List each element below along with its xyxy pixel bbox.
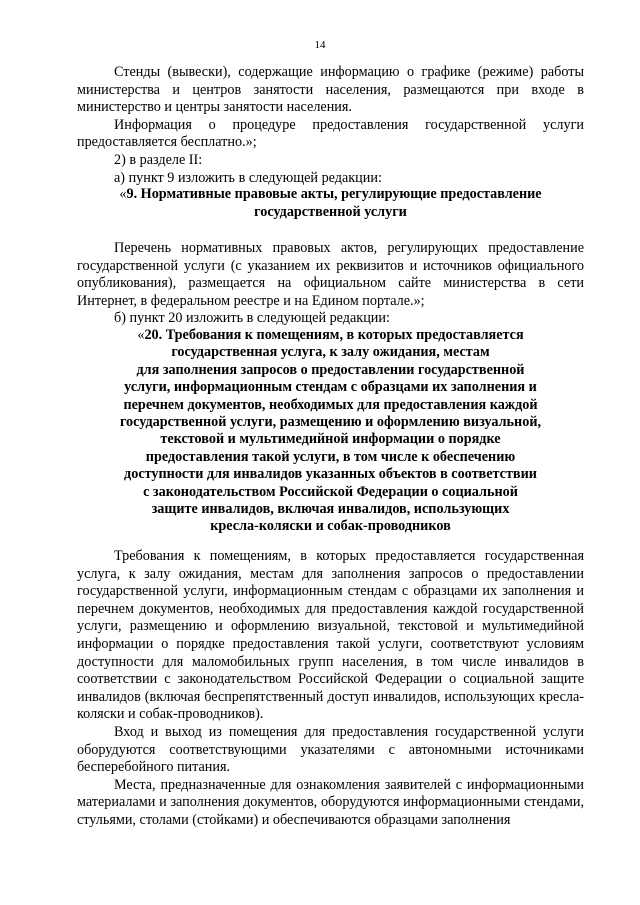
heading-20-line-2: государственная услуга, к залу ожидания, местам [171, 344, 490, 361]
paragraph-legal-acts: Перечень нормативных правовых актов, регулирующих предоставление государственной услуги (с указанием их реквизитов и источников официального опубликования), размещается на официальном сайте министерства в сети Интернет, в федеральном реестре и на Едином портале.»; [77, 240, 584, 309]
heading-20-line-5: перечнем документов, необходимых для предоставления каждой [123, 396, 538, 413]
paragraph-entrance-exit: Вход и выход из помещения для предоставления государственной услуги оборудуются соответствующими указателями с автономными источниками бесперебойного питания. [77, 723, 584, 776]
heading-9-line-1 [77, 186, 584, 204]
requirements-block [77, 548, 584, 830]
heading-20-line-11: защите инвалидов, включая инвалидов, использующих [151, 501, 510, 518]
heading-20-line-1 [77, 327, 584, 344]
heading-20-line-12: кресла-коляски и собак-проводников [210, 518, 451, 535]
heading-20-line-8: предоставления такой услуги, в том числе к обеспечению [145, 448, 516, 465]
heading-9-text-1: 9. Нормативные правовые акты, регулирующие предоставление [126, 186, 542, 202]
heading-20-line-3: для заполнения запросов о предоставлении государственной [136, 361, 525, 378]
heading-20-line-10: с законодательством Российской Федерации о социальной [143, 483, 518, 500]
heading-20-text-1: 20. Требования к помещениям, в которых предоставляется [144, 327, 524, 343]
page-number: 14 [314, 39, 326, 51]
paragraph-item-9: а) пункт 9 изложить в следующей редакции: [114, 169, 382, 186]
heading-20-line-4: услуги, информационным стендам с образцами их заполнения и [124, 379, 537, 396]
paragraph-info-places: Места, предназначенные для ознакомления заявителей с информационными материалами и заполнения документов, оборудуются информационными стендами, стульями, столами (стойками) и обеспечиваются образцами заполнения [77, 776, 584, 828]
paragraph-item-20: б) пункт 20 изложить в следующей редакции: [114, 310, 390, 327]
paragraph-info-free: Информация о процедуре предоставления государственной услуги предоставляется бесплатно.»; [77, 116, 584, 151]
heading-20-line-7: текстовой и мультимедийной информации о порядке [160, 431, 501, 448]
heading-20 [77, 327, 584, 536]
paragraph-stands: Стенды (вывески), содержащие информацию о графике (режиме) работы министерства и центров занятости населения, размещаются при входе в министерство и центры занятости населения. [77, 64, 584, 116]
heading-20-line-6: государственной услуги, размещению и оформлению визуальной, [119, 414, 542, 431]
paragraph-section-2: 2) в разделе II: [114, 151, 203, 168]
legal-acts-block [77, 240, 584, 328]
paragraph-premises-requirements: Требования к помещениям, в которых предоставляется государственная услуга, к залу ожидания, местам для заполнения запросов о предоставлении государственной услуги, информационным стендам с образцами их заполнения и перечнем документов, необходимых для предоставления каждой государственной услуги, размещению и оформлению визуальной, текстовой и мультимедийной информации о порядке предоставления такой услуги, соответствуют условиям доступности для маломобильных групп населения, в том числе инвалидов в соответствии с законодательством Российской Федерации о социальной защите инвалидов (включая беспрепятственный доступ инвалидов, использующих кресла-коляски и собак-проводников). [77, 548, 584, 723]
heading-20-quote: « [137, 327, 145, 343]
heading-9-quote: « [119, 186, 127, 202]
heading-20-line-9: доступности для инвалидов указанных объектов в соответствии [124, 466, 537, 483]
heading-9 [77, 186, 584, 221]
heading-9-line-2: государственной услуги [254, 203, 407, 220]
intro-block [77, 64, 584, 187]
